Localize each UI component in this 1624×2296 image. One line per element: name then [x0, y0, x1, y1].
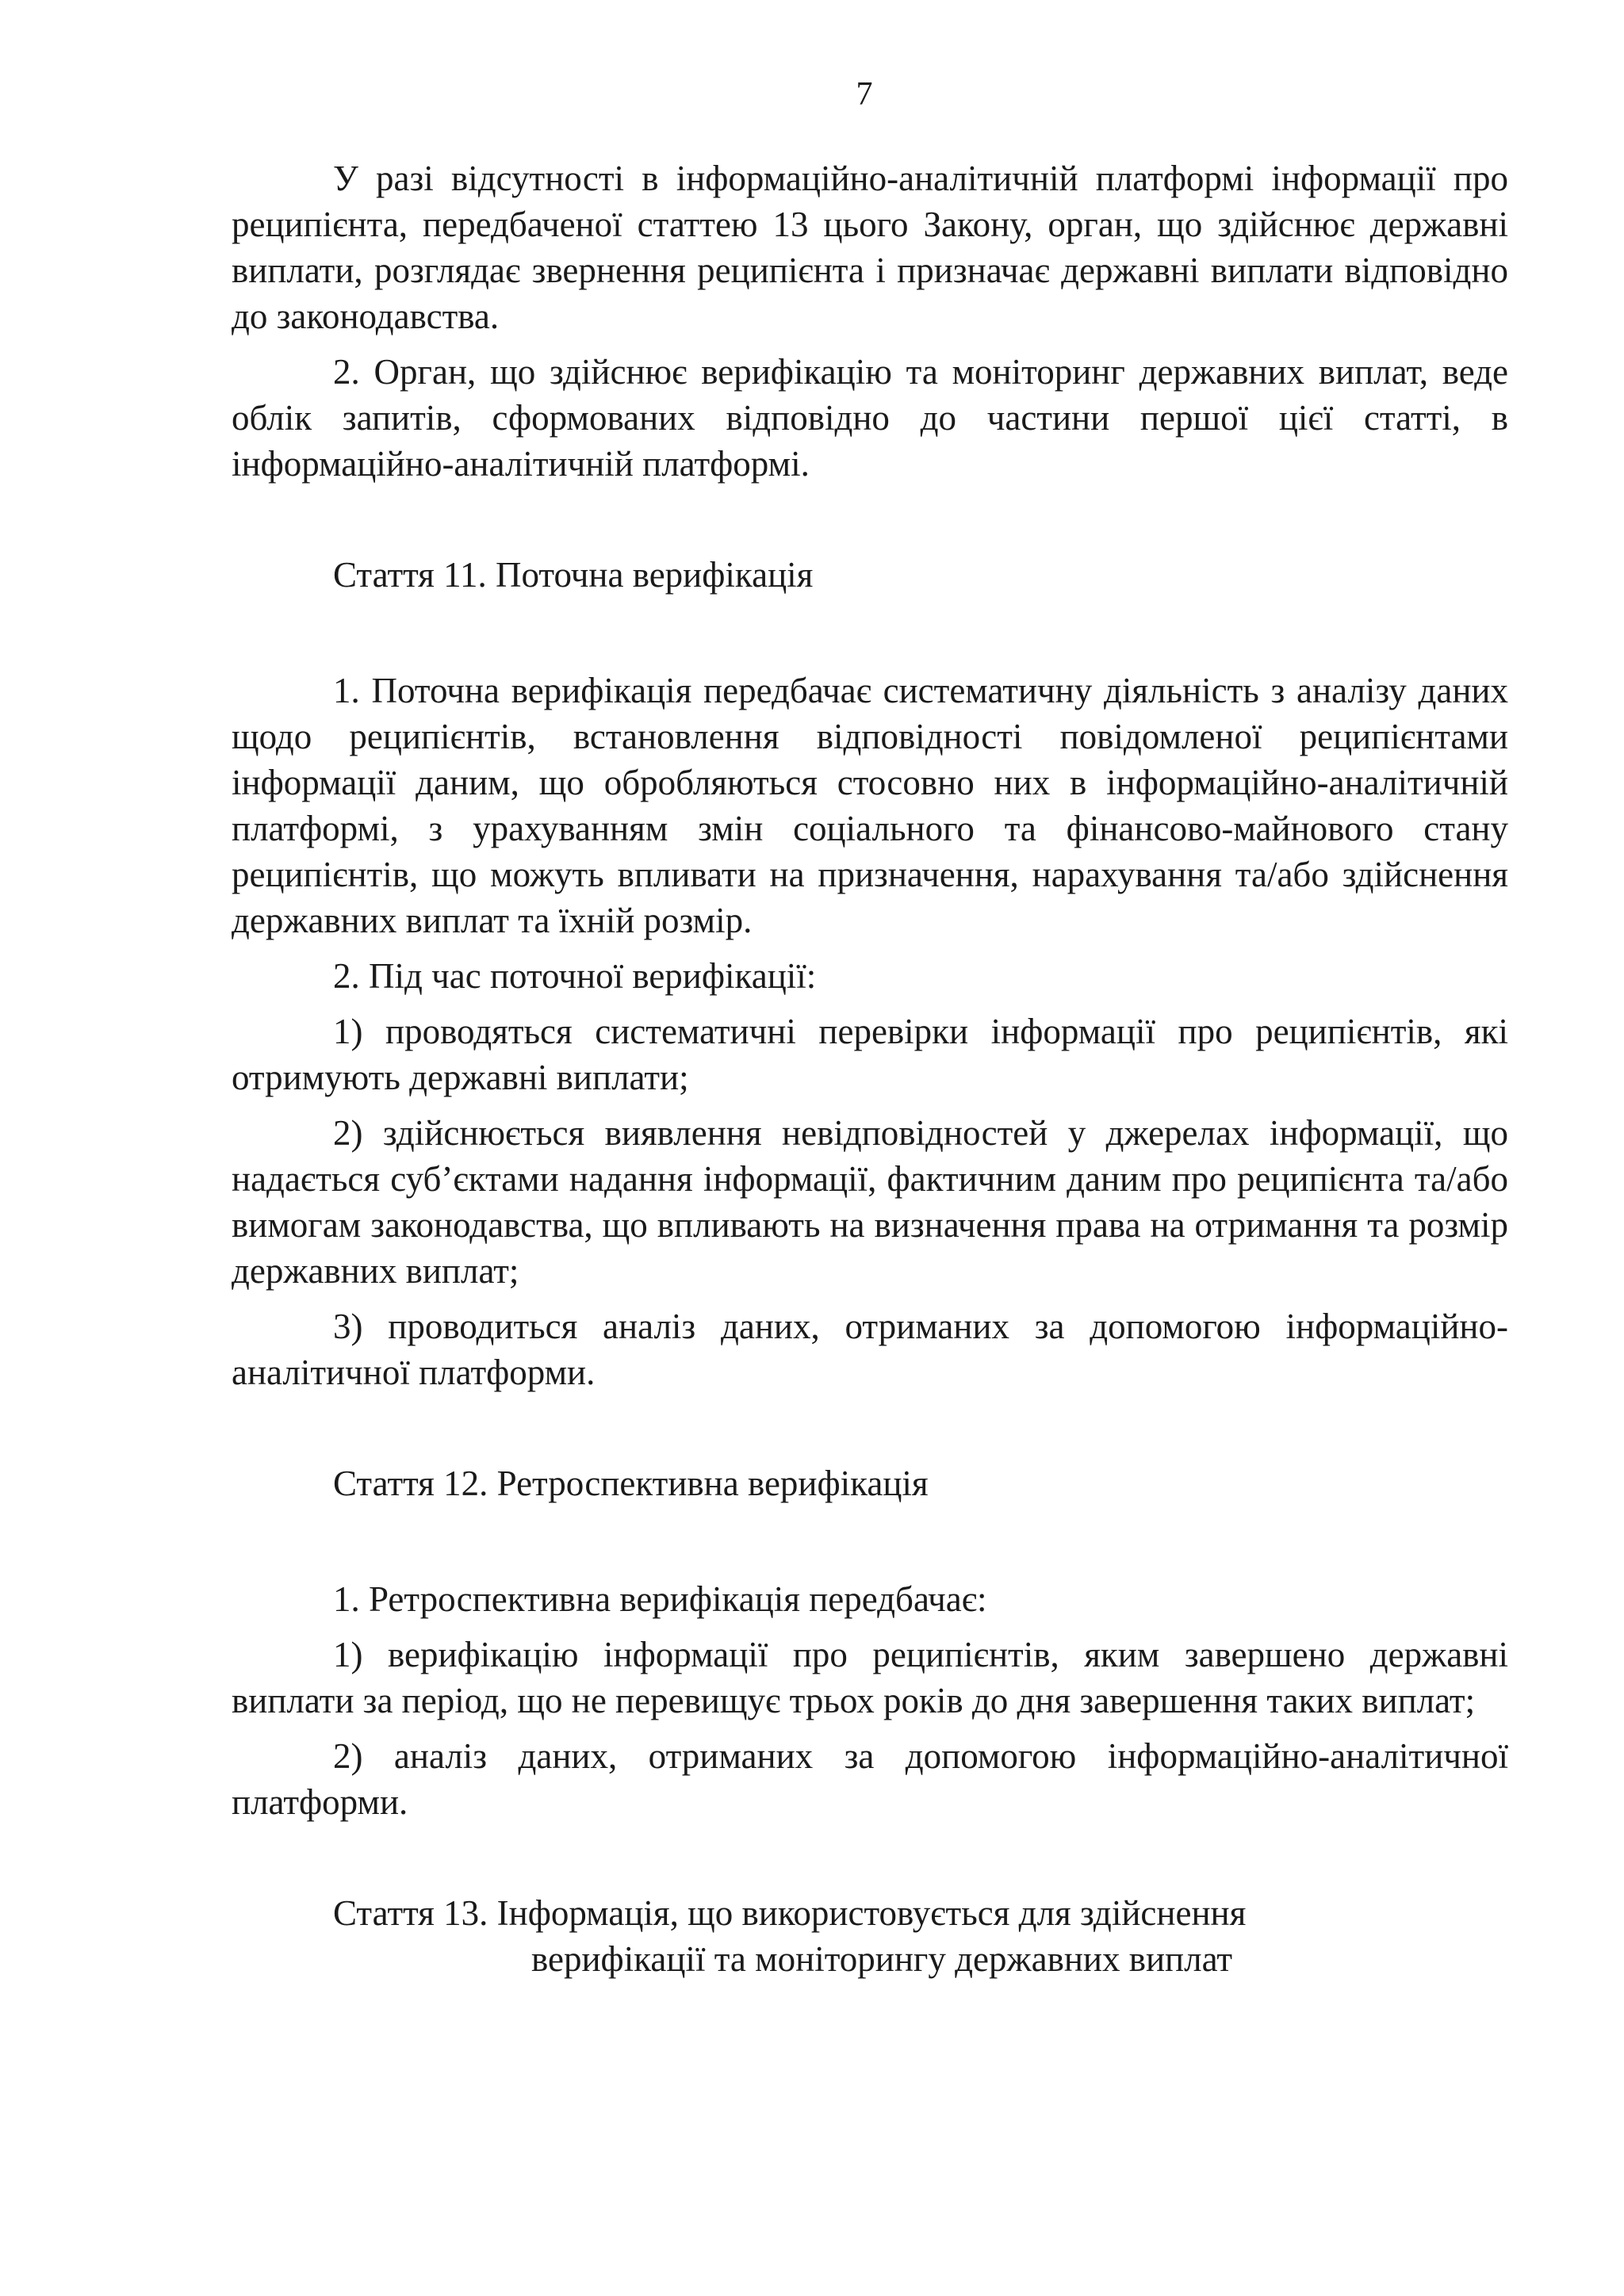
paragraph: 1. Поточна верифікація передбачає систематичну діяльність з аналізу даних щодо реципієнтів, встановлення відповідності повідомленої реципієнтами інформації даним, що обробляються стосовно них в інформаційно-аналітичній платформі, з урахуванням змін соціального та фінансово-майнового стану реципієнтів, що можуть впливати на призначення, нарахування та/або здійснення державних виплат та їхній розмір.: [232, 671, 1508, 940]
article-12-heading: Стаття 12. Ретроспективна верифікація: [333, 1464, 929, 1503]
page-number: 7: [856, 76, 873, 113]
paragraph: 2. Під час поточної верифікації:: [333, 956, 817, 996]
article-13-heading-line1: Стаття 13. Інформація, що використовується для здійснення: [333, 1893, 1247, 1933]
paragraph: У разі відсутності в інформаційно-аналітичній платформі інформації про реципієнта, передбаченої статтею 13 цього Закону, орган, що здійснює державні виплати, розглядає звернення реципієнта і призначає державні виплати відповідно до законодавства.: [232, 159, 1508, 336]
article-13-heading-line2: верифікації та моніторингу державних виплат: [531, 1939, 1233, 1979]
paragraph: 1. Ретроспективна верифікація передбачає:: [333, 1579, 987, 1619]
paragraph: 3) проводиться аналіз даних, отриманих за допомогою інформаційно-аналітичної платформи.: [232, 1307, 1508, 1392]
paragraph: 2) аналіз даних, отриманих за допомогою інформаційно-аналітичної платформи.: [232, 1736, 1508, 1822]
spacer: [232, 1506, 1508, 1576]
article-11-heading: Стаття 11. Поточна верифікація: [333, 555, 814, 595]
paragraph: 1) проводяться систематичні перевірки інформації про реципієнтів, які отримують державні виплати;: [232, 1012, 1508, 1097]
document-body: [232, 155, 1508, 1982]
paragraph: 2. Орган, що здійснює верифікацію та моніторинг державних виплат, веде облік запитів, сформованих відповідно до частини першої цієї статті, в інформаційно-аналітичній платформі.: [232, 352, 1508, 484]
spacer: [232, 1835, 1508, 1890]
article-13-heading: [232, 1890, 1508, 1982]
paragraph: 2) здійснюється виявлення невідповідностей у джерелах інформації, що надається суб’єктами надання інформації, фактичним даним про реципієнта та/або вимогам законодавства, що впливають на визначення права на отримання та розмір державних виплат;: [232, 1113, 1508, 1291]
spacer: [232, 598, 1508, 668]
paragraph: 1) верифікацію інформації про реципієнтів, яким завершено державні виплати за період, що не перевищує трьох років до дня завершення таких виплат;: [232, 1635, 1508, 1720]
spacer: [232, 1405, 1508, 1460]
spacer: [232, 496, 1508, 552]
